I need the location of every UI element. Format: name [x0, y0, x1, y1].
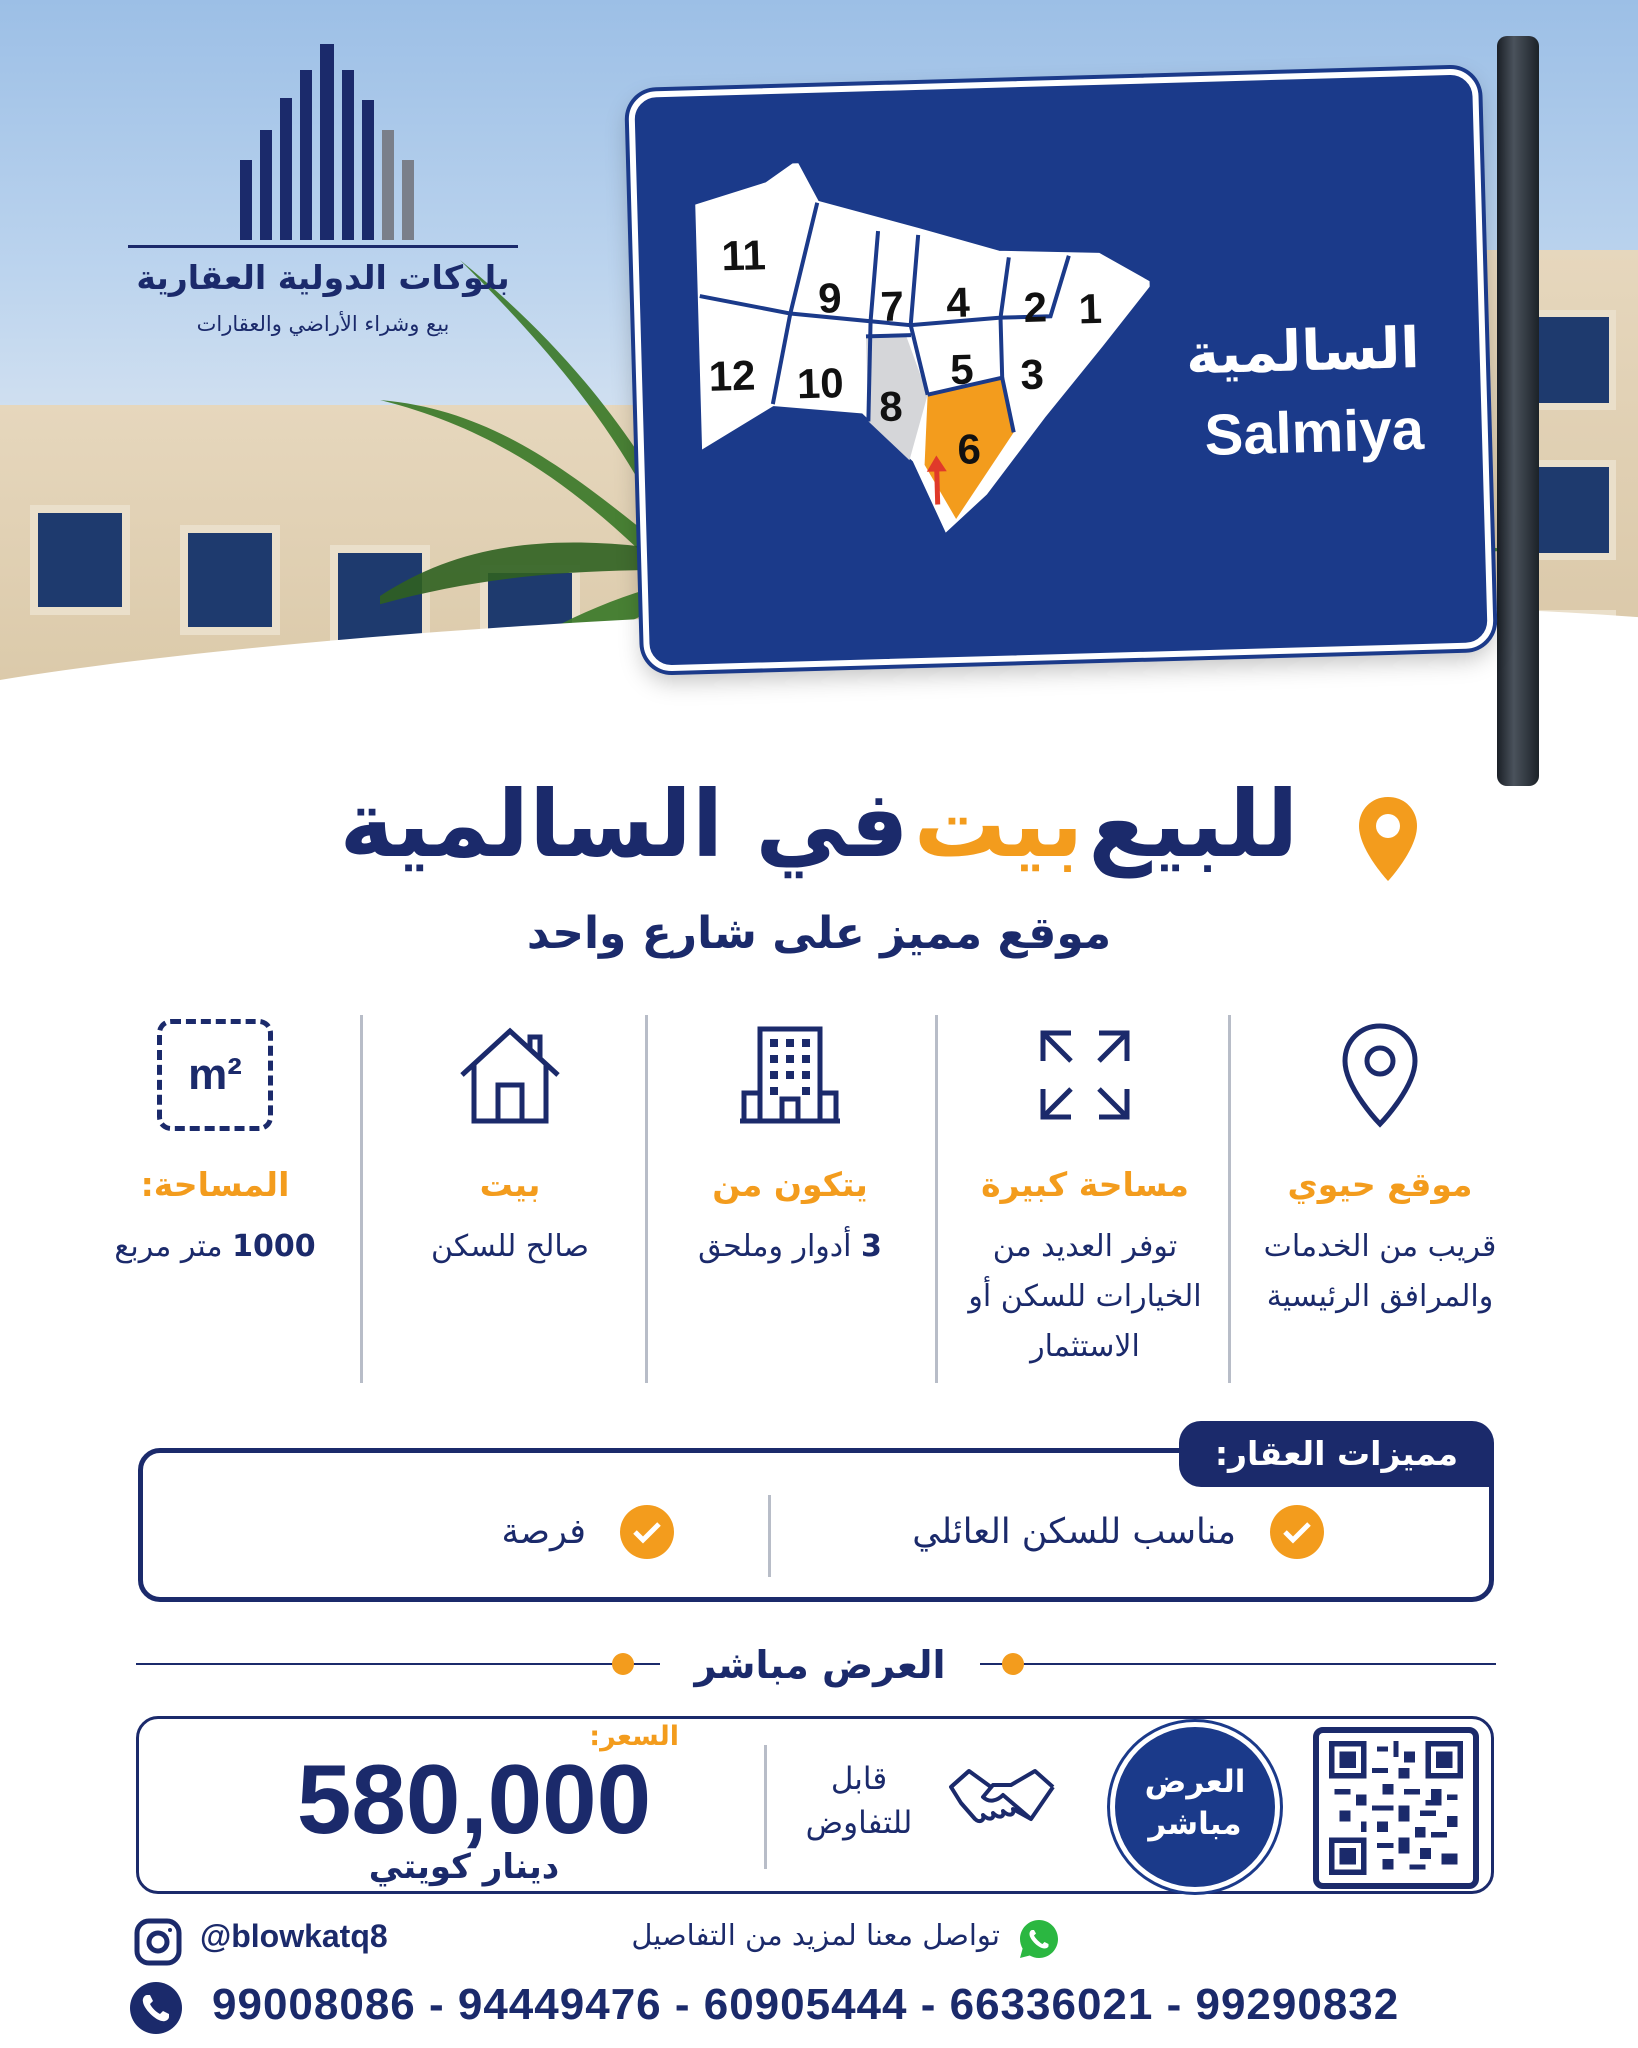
m2-icon [157, 1019, 273, 1131]
feature-divider [935, 1015, 938, 1383]
feature-floor-text: أدوار وملحق [698, 1229, 852, 1264]
location-pin-icon [1356, 795, 1420, 885]
expand-arrows-icon [1037, 1027, 1133, 1123]
negotiable-text [789, 1757, 929, 1845]
brand-tagline: بيع وشراء الأراضي والعقارات [196, 312, 450, 336]
feature-desc [655, 1222, 925, 1272]
whatsapp-text: تواصل معنا لمزيد من التفاصيل [631, 1918, 1000, 1952]
feature-desc [80, 1222, 350, 1272]
phone-icon[interactable] [130, 1982, 182, 2034]
map-block-3: 3 [1019, 350, 1045, 399]
price-value: 580,000 [296, 1744, 652, 1854]
map-block-1: 1 [1077, 284, 1103, 333]
feature-house [375, 1015, 645, 1272]
price-divider [764, 1745, 767, 1869]
checkmark-icon [1270, 1505, 1324, 1559]
feature-area-value: 1000 [232, 1229, 316, 1264]
price-currency: دينار كويتي [368, 1847, 560, 1887]
block-map [676, 154, 1157, 557]
price-label: السعر: [589, 1721, 679, 1752]
checkmark-icon [620, 1505, 674, 1559]
advantages-box [138, 1434, 1494, 1602]
whatsapp-icon[interactable] [1018, 1918, 1060, 1960]
map-block-5: 5 [949, 345, 975, 394]
advantage-label: مناسب للسكن العائلي [912, 1512, 1236, 1552]
map-block-12: 12 [708, 351, 757, 400]
map-block-7: 7 [879, 282, 905, 331]
sign-name-english: Salmiya [1203, 396, 1425, 469]
feature-title: المساحة: [140, 1165, 290, 1204]
advantage-item [912, 1505, 1324, 1559]
qr-code[interactable] [1313, 1727, 1479, 1889]
map-block-11: 11 [720, 231, 767, 280]
feature-divider [1228, 1015, 1231, 1383]
building-icon [738, 1023, 842, 1127]
m2-icon-label: m² [188, 1050, 242, 1099]
feature-size [950, 1015, 1220, 1372]
negotiable-line2: للتفاوض [805, 1805, 913, 1841]
location-pin-icon [1340, 1022, 1420, 1128]
map-block-4: 4 [945, 278, 971, 327]
advantage-item [501, 1505, 674, 1559]
feature-floor-count: 3 [861, 1229, 882, 1264]
phone-numbers[interactable]: 99008086 - 94449476 - 60905444 - 66336021 - 99290832 [212, 1980, 1400, 2029]
map-block-8: 8 [878, 382, 904, 431]
subheadline: موقع مميز على شارع واحد [526, 908, 1112, 959]
feature-desc: قريب من الخدمات والمرافق الرئيسية [1263, 1229, 1497, 1314]
headline-highlight: بيت [913, 771, 1084, 878]
map-block-6: 6 [956, 425, 982, 473]
map-block-9: 9 [817, 274, 843, 322]
feature-location [1245, 1015, 1515, 1322]
instagram-icon[interactable] [134, 1918, 182, 1966]
feature-desc: توفر العديد من الخيارات للسكن أو الاستثمار [968, 1229, 1202, 1364]
feature-title: مساحة كبيرة [981, 1165, 1189, 1204]
sign-name-arabic: السالمية [1185, 315, 1421, 388]
badge-line2: مباشر [1148, 1806, 1242, 1842]
company-logo [128, 40, 518, 360]
advantage-label: فرصة [501, 1512, 586, 1552]
sign-pole [1497, 36, 1539, 786]
headline-part1: للبيع [1088, 771, 1299, 878]
feature-title: بيت [479, 1165, 541, 1204]
offer-dot-right [1002, 1653, 1024, 1675]
feature-divider [645, 1015, 648, 1383]
feature-area-unit: متر مربع [114, 1229, 223, 1264]
offer-dot-left [612, 1653, 634, 1675]
feature-title: يتكون من [712, 1165, 868, 1204]
brand-name: بلوكات الدولية العقارية [136, 258, 510, 297]
feature-floors [655, 1015, 925, 1272]
feature-area [80, 1015, 350, 1272]
map-block-10: 10 [796, 359, 845, 408]
advantages-divider [768, 1495, 771, 1577]
handshake-icon [947, 1757, 1057, 1853]
badge-line1: العرض [1144, 1764, 1246, 1800]
map-block-2: 2 [1022, 283, 1048, 332]
price-box [136, 1716, 1494, 1894]
district-road-sign [628, 68, 1494, 672]
headline-part2: في السالمية [339, 771, 909, 878]
advantages-title: مميزات العقار: [1179, 1421, 1494, 1487]
house-icon [458, 1025, 562, 1125]
skyline-logo-icon [128, 40, 518, 250]
feature-divider [360, 1015, 363, 1383]
feature-desc: صالح للسكن [431, 1229, 589, 1264]
direct-offer-badge [1115, 1727, 1275, 1887]
feature-title: موقع حيوي [1287, 1165, 1473, 1204]
offer-title: العرض مباشر [660, 1635, 980, 1695]
negotiable-line1: قابل [830, 1761, 888, 1797]
instagram-handle[interactable]: @blowkatq8 [200, 1918, 388, 1954]
